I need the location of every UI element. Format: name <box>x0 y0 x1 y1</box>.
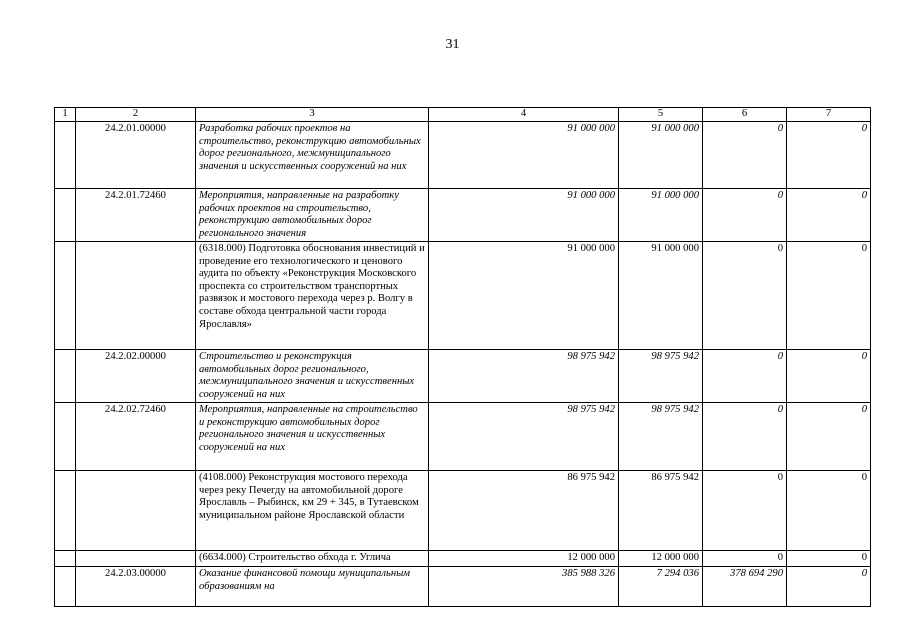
cell-blank <box>55 242 76 350</box>
cell-blank <box>55 471 76 551</box>
column-number: 6 <box>703 108 787 122</box>
column-number: 2 <box>76 108 196 122</box>
table-row <box>55 471 871 551</box>
cell-amount-6: 0 <box>703 350 787 403</box>
cell-amount-6: 0 <box>703 242 787 350</box>
cell-code: 24.2.01.00000 <box>76 122 196 189</box>
cell-description: (6634.000) Строительство обхода г. Углича <box>196 551 429 567</box>
cell-amount-7: 0 <box>787 567 871 607</box>
cell-code: 24.2.03.00000 <box>76 567 196 607</box>
table-row <box>55 403 871 471</box>
cell-description: (4108.000) Реконструкция мостового перехода через реку Печегду на автомобильной дороге Ярославль – Рыбинск, км 29 + 345, в Тутаевском муниципальном районе Ярославской области <box>196 471 429 551</box>
cell-amount-4: 12 000 000 <box>429 551 619 567</box>
column-number: 3 <box>196 108 429 122</box>
cell-amount-5: 98 975 942 <box>619 403 703 471</box>
cell-amount-6: 0 <box>703 471 787 551</box>
cell-amount-6: 0 <box>703 189 787 242</box>
cell-code: 24.2.02.00000 <box>76 350 196 403</box>
cell-description: Мероприятия, направленные на разработку рабочих проектов на строительство, реконструкцию автомобильных дорог регионального значения <box>196 189 429 242</box>
cell-amount-6: 0 <box>703 551 787 567</box>
budget-table <box>54 107 871 607</box>
table-row <box>55 122 871 189</box>
cell-code: 24.2.01.72460 <box>76 189 196 242</box>
cell-blank <box>55 403 76 471</box>
cell-amount-7: 0 <box>787 350 871 403</box>
cell-amount-6: 0 <box>703 403 787 471</box>
table-row <box>55 350 871 403</box>
cell-amount-4: 98 975 942 <box>429 350 619 403</box>
cell-blank <box>55 567 76 607</box>
cell-amount-4: 91 000 000 <box>429 189 619 242</box>
cell-description: Мероприятия, направленные на строительство и реконструкцию автомобильных дорог регионального значения и искусственных сооружений на них <box>196 403 429 471</box>
cell-amount-7: 0 <box>787 189 871 242</box>
column-number-row <box>55 108 871 122</box>
cell-amount-7: 0 <box>787 122 871 189</box>
cell-code: 24.2.02.72460 <box>76 403 196 471</box>
cell-amount-6: 378 694 290 <box>703 567 787 607</box>
cell-amount-5: 91 000 000 <box>619 122 703 189</box>
cell-blank <box>55 122 76 189</box>
cell-amount-5: 98 975 942 <box>619 350 703 403</box>
cell-amount-4: 91 000 000 <box>429 242 619 350</box>
cell-amount-7: 0 <box>787 403 871 471</box>
cell-code <box>76 551 196 567</box>
cell-code <box>76 242 196 350</box>
page-number: 31 <box>445 37 460 52</box>
cell-blank <box>55 350 76 403</box>
table-row <box>55 242 871 350</box>
cell-amount-5: 91 000 000 <box>619 242 703 350</box>
cell-amount-6: 0 <box>703 122 787 189</box>
cell-amount-5: 7 294 036 <box>619 567 703 607</box>
cell-code <box>76 471 196 551</box>
cell-amount-7: 0 <box>787 471 871 551</box>
table-row <box>55 189 871 242</box>
cell-blank <box>55 189 76 242</box>
cell-amount-4: 86 975 942 <box>429 471 619 551</box>
cell-description: Разработка рабочих проектов на строительство, реконструкцию автомобильных дорог регионального, межмуниципального значения и искусственных сооружений на них <box>196 122 429 189</box>
cell-blank <box>55 551 76 567</box>
cell-description: (6318.000) Подготовка обоснования инвестиций и проведение его технологического и ценового аудита по объекту «Реконструкция Московского проспекта со строительством транспортных развязок и мостового перехода через р. Волгу в составе обхода центральной части города Ярославля» <box>196 242 429 350</box>
column-number: 4 <box>429 108 619 122</box>
cell-amount-5: 86 975 942 <box>619 471 703 551</box>
column-number: 5 <box>619 108 703 122</box>
column-number: 7 <box>787 108 871 122</box>
cell-amount-7: 0 <box>787 242 871 350</box>
cell-amount-4: 91 000 000 <box>429 122 619 189</box>
cell-amount-5: 12 000 000 <box>619 551 703 567</box>
table-row <box>55 567 871 607</box>
cell-amount-4: 385 988 326 <box>429 567 619 607</box>
cell-amount-4: 98 975 942 <box>429 403 619 471</box>
cell-description: Оказание финансовой помощи муниципальным образованиям на <box>196 567 429 607</box>
cell-description: Строительство и реконструкция автомобильных дорог регионального, межмуниципального значения и искусственных сооружений на них <box>196 350 429 403</box>
column-number: 1 <box>55 108 76 122</box>
cell-amount-5: 91 000 000 <box>619 189 703 242</box>
table-row <box>55 551 871 567</box>
cell-amount-7: 0 <box>787 551 871 567</box>
